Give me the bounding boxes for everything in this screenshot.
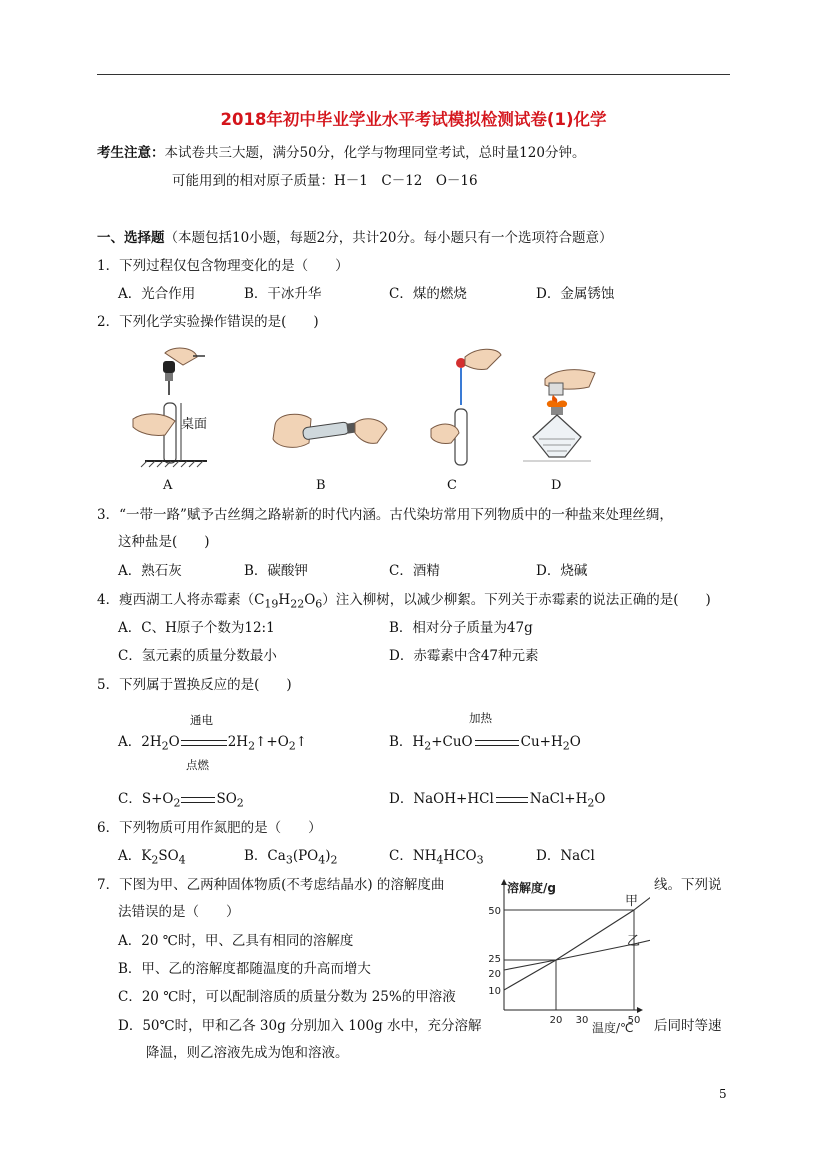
q6-b-mid: (PO	[292, 848, 319, 864]
section-heading	[97, 229, 612, 247]
q6-a-sub2: 4	[178, 853, 186, 867]
q6-c-pre: C．NH	[389, 848, 437, 864]
q7-option-c: C．20 ℃时，可以配制溶质的质量分数为 25%的甲溶液	[118, 989, 456, 1005]
q3-option-c: C．酒精	[389, 563, 440, 579]
solubility-chart	[482, 874, 650, 1038]
notice-text: 本试卷共三大题，满分50分，化学与物理同堂考试，总时量120分钟。	[164, 145, 586, 161]
q5-a-equals	[181, 740, 227, 746]
q6-b-sub1: 3	[285, 853, 293, 867]
q5-a-mid2: 2H	[227, 734, 249, 750]
q2-figures	[125, 343, 625, 473]
fig-label-a: A	[163, 478, 173, 493]
chart-ticks	[488, 906, 640, 1026]
page-number: 5	[719, 1087, 727, 1101]
figure-a-dropper-test-tube	[133, 348, 207, 467]
top-rule	[97, 74, 730, 75]
q7-option-d-line2: 降温，则乙溶液先成为饱和溶液。	[146, 1045, 349, 1061]
x-tick-label-50: 50	[627, 1015, 641, 1026]
q5-d-sub: 2	[587, 796, 595, 810]
q4-option-b: B．相对分子质量为47g	[389, 620, 533, 636]
q4-formula-h: H	[278, 592, 291, 608]
q5-a-sub3: 2	[288, 739, 296, 753]
q6-b-pre: B．Ca	[244, 848, 286, 864]
q6-b-sub2: 4	[318, 853, 326, 867]
q7-option-b: B．甲、乙的溶解度都随温度的升高而增大	[118, 961, 371, 977]
q5-option-c	[118, 790, 244, 813]
q4-formula-o: O	[304, 592, 316, 608]
q7-option-d-part1: D．50℃时，甲和乙各 30g 分别加入 100g 水中，充分溶解	[118, 1018, 482, 1034]
q5-a-sub2: 2	[248, 739, 256, 753]
q5-b-sub2: 2	[562, 739, 570, 753]
q5-b-pre: B．H	[389, 734, 425, 750]
q2-stem: 2．下列化学实验操作错误的是( )	[97, 314, 319, 330]
q6-b-mid2: )	[325, 848, 331, 864]
q5-cond-heating: 加热	[469, 711, 492, 725]
q5-option-a	[118, 733, 307, 756]
q6-option-a	[118, 847, 186, 870]
q5-c-sub2: 2	[236, 796, 244, 810]
q5-option-b	[389, 733, 581, 756]
q5-d-end: O	[594, 791, 606, 807]
q7-option-d-part2: 后同时等速	[654, 1018, 722, 1034]
desk-label: 桌面	[181, 417, 208, 432]
q1-stem: 1．下列过程仅包含物理变化的是（ ）	[97, 258, 349, 274]
q5-d-mid: NaCl+H	[529, 791, 588, 807]
q5-a-sub1: 2	[161, 739, 169, 753]
q7-stem-part2: 线。下列说	[654, 877, 722, 893]
q5-b-mid1: +CuO	[431, 734, 473, 750]
chart-guides	[504, 910, 634, 1010]
q7-stem-line2: 法错误的是（ ）	[118, 904, 240, 920]
q3-option-b: B．碳酸钾	[244, 563, 308, 579]
section-label: 一、选择题	[97, 230, 165, 246]
q5-c-equals	[181, 797, 215, 803]
y-tick-label-50: 50	[488, 906, 501, 917]
q5-stem: 5．下列属于置换反应的是( )	[97, 677, 292, 693]
q3-stem-line2: 这种盐是( )	[118, 534, 210, 550]
y-tick-label-20: 20	[488, 969, 501, 980]
q5-d-pre: D．NaOH+HCl	[389, 791, 494, 807]
q4-stem-pre: 4．瘦西湖工人将赤霉素（C	[97, 592, 265, 608]
notice-line	[97, 144, 585, 162]
figure-c-dropper-above-tube	[431, 349, 501, 465]
q6-option-d: D．NaCl	[536, 848, 595, 864]
q6-c-sub1: 4	[436, 853, 444, 867]
series-label-yi: 乙	[627, 934, 641, 949]
x-tick-label-30: 30	[575, 1015, 589, 1026]
q5-a-mid1: O	[168, 734, 180, 750]
q4-stem	[97, 591, 711, 614]
figure-d-alcohol-lamp	[523, 370, 595, 461]
q7-option-a: A．20 ℃时，甲、乙具有相同的溶解度	[118, 933, 354, 949]
q3-stem-line1: 3．“一带一路”赋予古丝绸之路崭新的时代内涵。古代染坊常用下列物质中的一种盐来处理丝绸，	[97, 507, 673, 523]
q6-a-mid: SO	[158, 848, 179, 864]
page-title: 2018年初中毕业学业水平考试模拟检测试卷(1)化学	[220, 110, 607, 129]
x-axis-label: 温度/℃	[592, 1021, 634, 1035]
q3-option-a: A．熟石灰	[118, 563, 182, 579]
q7-stem-part1: 7．下图为甲、乙两种固体物质(不考虑结晶水) 的溶解度曲	[97, 877, 445, 893]
q5-cond-electrolysis: 通电	[190, 713, 213, 727]
q5-a-mid3: +O	[266, 734, 289, 750]
q4-formula-sub-c: 19	[264, 597, 279, 611]
q6-b-sub3: 2	[330, 853, 338, 867]
y-tick-label-10: 10	[488, 986, 501, 997]
fig-label-b: B	[316, 478, 326, 493]
q4-stem-post: ）注入柳树，以减少柳絮。下列关于赤霉素的说法正确的是( )	[322, 592, 711, 608]
q6-a-sub1: 2	[151, 853, 159, 867]
series-label-jia: 甲	[625, 894, 639, 909]
q1-option-c: C．煤的燃烧	[389, 286, 467, 302]
q6-option-c	[389, 847, 484, 870]
q5-b-mid2: Cu+H	[520, 734, 563, 750]
atomic-masses: 可能用到的相对原子质量：H－1 C－12 O－16	[172, 173, 478, 189]
q6-stem: 6．下列物质可用作氮肥的是（ ）	[97, 820, 322, 836]
q6-option-b	[244, 847, 338, 870]
q5-b-sub1: 2	[424, 739, 432, 753]
q4-option-c: C．氢元素的质量分数最小	[118, 648, 277, 664]
fig-label-d: D	[551, 478, 562, 493]
q4-formula-sub-o: 6	[315, 597, 323, 611]
q5-c-sub1: 2	[173, 796, 181, 810]
q4-option-a: A．C、H原子个数为12:1	[118, 620, 275, 636]
section-desc: （本题包括10小题，每题2分，共计20分。每小题只有一个选项符合题意）	[164, 230, 613, 246]
q5-c-pre: C．S+O	[118, 791, 174, 807]
notice-label: 考生注意：	[97, 145, 165, 161]
figure-b-test-tube-stopper	[273, 414, 387, 447]
y-tick-label-25: 25	[488, 954, 501, 965]
q1-option-b: B．干冰升华	[244, 286, 322, 302]
q5-option-d	[389, 790, 605, 813]
q5-c-mid: SO	[216, 791, 237, 807]
q5-b-equals	[475, 740, 519, 746]
q4-option-d: D．赤霉素中含47种元素	[389, 648, 539, 664]
q1-option-a: A．光合作用	[118, 286, 196, 302]
q5-a-pre: A．2H	[118, 734, 162, 750]
q5-a-gas-arrow2: ↑	[295, 734, 308, 750]
q6-c-mid: HCO	[443, 848, 477, 864]
q6-a-pre: A．K	[118, 848, 152, 864]
x-tick-label-20: 20	[549, 1015, 563, 1026]
q1-option-d: D．金属锈蚀	[536, 286, 615, 302]
fig-label-c: C	[447, 478, 457, 493]
q5-a-gas-arrow1: ↑	[255, 734, 267, 750]
y-axis-label: 溶解度/g	[507, 881, 556, 895]
q5-b-end: O	[569, 734, 581, 750]
q6-c-sub2: 3	[476, 853, 484, 867]
q5-d-equals	[496, 797, 528, 803]
q4-formula-sub-h: 22	[290, 597, 305, 611]
q5-cond-ignite: 点燃	[186, 758, 209, 772]
q3-option-d: D．烧碱	[536, 563, 588, 579]
